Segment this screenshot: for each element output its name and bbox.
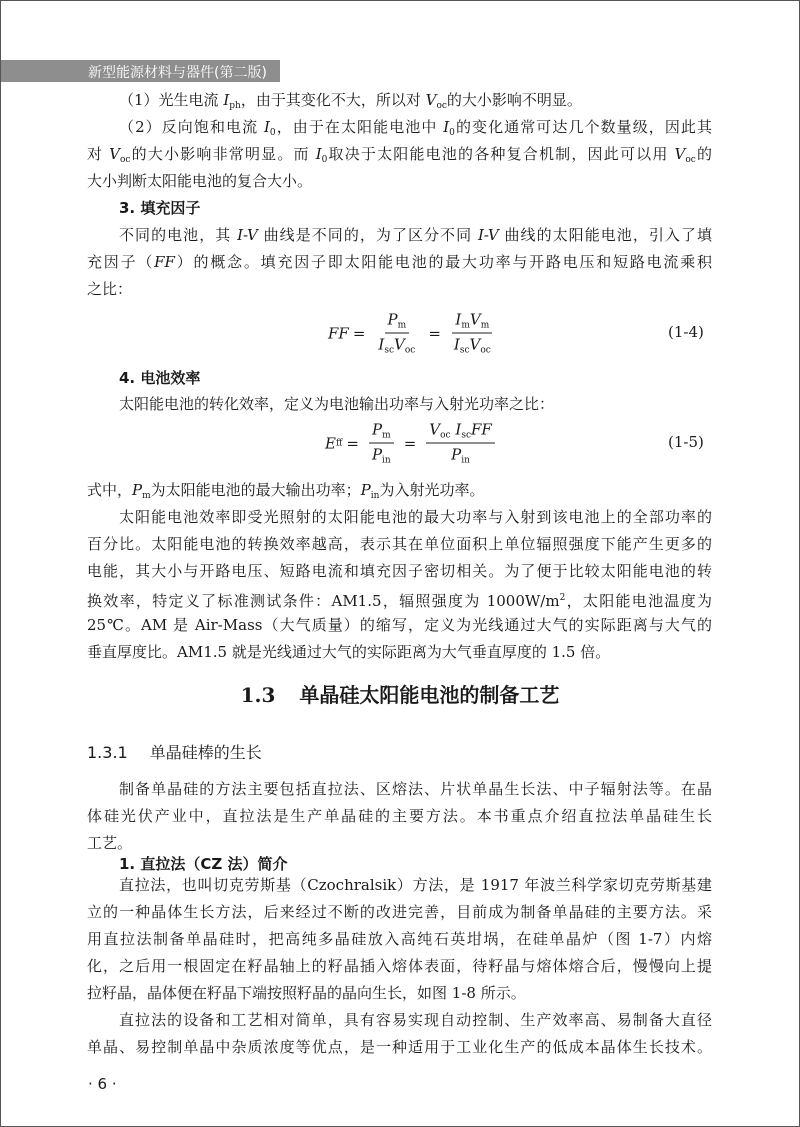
text-line: [87, 144, 712, 170]
text-run: 为太阳能电池的最大输出功率；: [150, 481, 361, 499]
text-run: 太阳能电池的转化效率，定义为电池输出功率与入射光功率之比：: [119, 395, 555, 413]
text-run: 的: [695, 145, 712, 163]
text-run: 不同的电池，其: [119, 226, 238, 244]
subheading-line: [119, 854, 287, 874]
text-line: [87, 615, 712, 635]
fraction: $\frac{P_m}{I_{sc}V_{oc}}$: [378, 310, 416, 356]
text-run: 充因子（: [87, 253, 155, 271]
text-run: 的大小影响不明显。: [446, 91, 582, 109]
text-run: 取决于太阳能电池的各种复合机制，因此可以用: [327, 145, 675, 163]
text-run: 立的一种晶体生长方法，后来经过不断的改进完善，目前成为制备单晶硅的主要方法。采: [87, 903, 712, 921]
text-run: 垂直厚度比。AM1.5 就是光线通过大气的实际距离为大气垂直厚度的 1.5 倍。: [87, 643, 611, 661]
text-run: 曲线的太阳能电池，引入了填: [498, 226, 712, 244]
text-run: 拉籽晶，晶体便在籽晶下端按照籽晶的晶向生长，如图 1-8 所示。: [87, 984, 526, 1002]
text-run: ，由于其变化不大，所以对: [240, 91, 426, 109]
book-title: 新型能源材料与器件(第二版): [88, 65, 267, 81]
equation-number: (1-5): [668, 433, 704, 451]
subscript: oc: [120, 155, 131, 165]
subscript: ph: [229, 101, 241, 111]
text-line: [87, 806, 712, 826]
text-run: 式中，: [87, 481, 133, 499]
text-run: ，太阳能电池温度为: [565, 592, 712, 610]
math-symbol: I: [443, 118, 450, 136]
text-line: [87, 171, 312, 191]
text-run: 化，之后用一根固定在籽晶轴上的籽晶插入熔体表面，待籽晶与熔体熔合后，慢慢向上提: [87, 957, 712, 975]
text-run: 为入射光功率。: [379, 481, 485, 499]
section-title: 单晶硅太阳能电池的制备工艺: [299, 683, 560, 707]
text-run: 对: [87, 145, 110, 163]
math-symbol: FF: [154, 253, 175, 271]
text-run: 百分比。太阳能电池的转换效率越高，表示其在单位面积上单位辐照强度下能产生更多的: [87, 535, 712, 553]
equals-sign: =: [352, 324, 366, 342]
subsection-heading: [87, 740, 262, 763]
fraction: $\frac{V_{oc} I_{sc}FF}{P_{in}}$: [426, 421, 495, 466]
math-symbol: V: [425, 91, 437, 109]
subheading-line: [119, 368, 200, 388]
subscript: in: [370, 491, 380, 501]
text-run: 体硅光伏产业中，直拉法是生产单晶硅的主要方法。本书重点介绍直拉法单晶硅生长: [87, 807, 712, 825]
text-line: [119, 225, 712, 245]
math-symbol: P: [132, 481, 143, 499]
formula-lhs: FF: [328, 324, 349, 342]
text-line: [87, 561, 712, 581]
math-symbol: V: [674, 145, 686, 163]
math-symbol: I: [263, 118, 270, 136]
subscript: m: [142, 491, 151, 501]
text-line: [119, 875, 712, 895]
text-line: [119, 507, 712, 527]
math-symbol: V: [109, 145, 120, 163]
text-run: 的大小影响非常明显。而: [130, 145, 316, 163]
text-line: [87, 956, 712, 976]
math-symbol: I: [223, 91, 230, 109]
text-run: 换效率，特定义了标准测试条件：AM1.5，辐照强度为 1000W/m: [87, 592, 560, 610]
math-symbol: I: [315, 145, 322, 163]
text-run: 之比：: [87, 280, 133, 298]
text-run: （2）反向饱和电流: [119, 118, 264, 136]
section-number: 1.3: [240, 683, 276, 707]
text-line: [87, 642, 610, 662]
text-run: 1. 直拉法（CZ 法）简介: [119, 855, 288, 873]
text-run: 25℃。AM 是 Air-Mass（大气质量）的缩写，定义为光线通过大气的实际距离与大气的: [87, 616, 712, 634]
text-run: 单晶、易控制单晶中杂质浓度等优点，是一种适用于工业化生产的低成本晶体生长技术。: [87, 1038, 712, 1056]
text-line: [87, 929, 712, 949]
text-line: [87, 480, 484, 506]
text-line: [119, 394, 554, 414]
math-symbol: I-V: [237, 226, 258, 244]
text-line: [87, 983, 526, 1003]
text-line: [119, 779, 712, 799]
text-run: 制备单晶硅的方法主要包括直拉法、区熔法、片状单晶生长法、中子辐射法等。在晶: [119, 780, 712, 798]
subscript: oc: [436, 101, 447, 111]
text-run: 的变化通常可达几个数量级，因此其: [454, 118, 712, 136]
text-run: ）的概念。填充因子即太阳能电池的最大功率与开路电压和短路电流乘积: [174, 253, 712, 271]
equals-sign: =: [428, 324, 441, 342]
page-number: · 6 ·: [88, 1075, 117, 1093]
text-line: [87, 1037, 712, 1057]
math-symbol: P: [360, 481, 371, 499]
equation-number: (1-4): [668, 323, 704, 341]
equals-sign: =: [403, 434, 417, 452]
text-line: [119, 1010, 712, 1030]
equals-sign: =: [346, 434, 359, 452]
text-run: 大小判断太阳能电池的复合大小。: [87, 172, 313, 190]
text-run: ，由于在太阳能电池中: [275, 118, 444, 136]
formula-lhs: E: [325, 434, 336, 452]
subscript: 0: [321, 155, 328, 165]
text-line: [87, 588, 712, 611]
section-heading: [0, 679, 800, 708]
subheading-line: [119, 198, 200, 218]
subscript: 0: [449, 128, 455, 138]
running-header: [1, 60, 280, 82]
text-line: [87, 902, 712, 922]
text-line: [119, 117, 712, 143]
text-line: [87, 833, 132, 853]
text-run: 曲线是不同的，为了区分不同: [257, 226, 478, 244]
subsection-title: 单晶硅棒的生长: [149, 743, 262, 762]
subscript: oc: [685, 155, 696, 165]
fraction: $\frac{I_mV_m}{I_{sc}V_{oc}}$: [453, 310, 491, 356]
text-run: 3. 填充因子: [119, 199, 201, 217]
text-line: [87, 252, 712, 272]
text-line: [87, 279, 132, 299]
text-line: [119, 90, 582, 116]
text-run: 4. 电池效率: [119, 369, 201, 387]
text-run: （1）光生电流: [119, 91, 224, 109]
text-line: [87, 534, 712, 554]
text-run: 电能，其大小与开路电压、短路电流和填充因子密切相关。为了便于比较太阳能电池的转: [87, 562, 712, 580]
text-run: 直拉法的设备和工艺相对简单，具有容易实现自动控制、生产效率高、易制备大直径: [119, 1011, 712, 1029]
superscript: 2: [559, 593, 566, 603]
text-run: 直拉法，也叫切克劳斯基（Czochralsik）方法，是 1917 年波兰科学家切克劳斯基建: [119, 876, 712, 894]
subsection-number: 1.3.1: [87, 743, 128, 762]
text-run: 工艺。: [87, 834, 133, 852]
fraction: $\frac{P_m}{P_{in}}$: [369, 421, 394, 466]
text-run: 用直拉法制备单晶硅时，把高纯多晶硅放入高纯石英坩埚，在硅单晶炉（图 1-7）内熔: [87, 930, 712, 948]
subscript: 0: [269, 128, 276, 138]
math-symbol: I-V: [477, 226, 499, 244]
text-run: 太阳能电池效率即受光照射的太阳能电池的最大功率与入射到该电池上的全部功率的: [119, 508, 712, 526]
